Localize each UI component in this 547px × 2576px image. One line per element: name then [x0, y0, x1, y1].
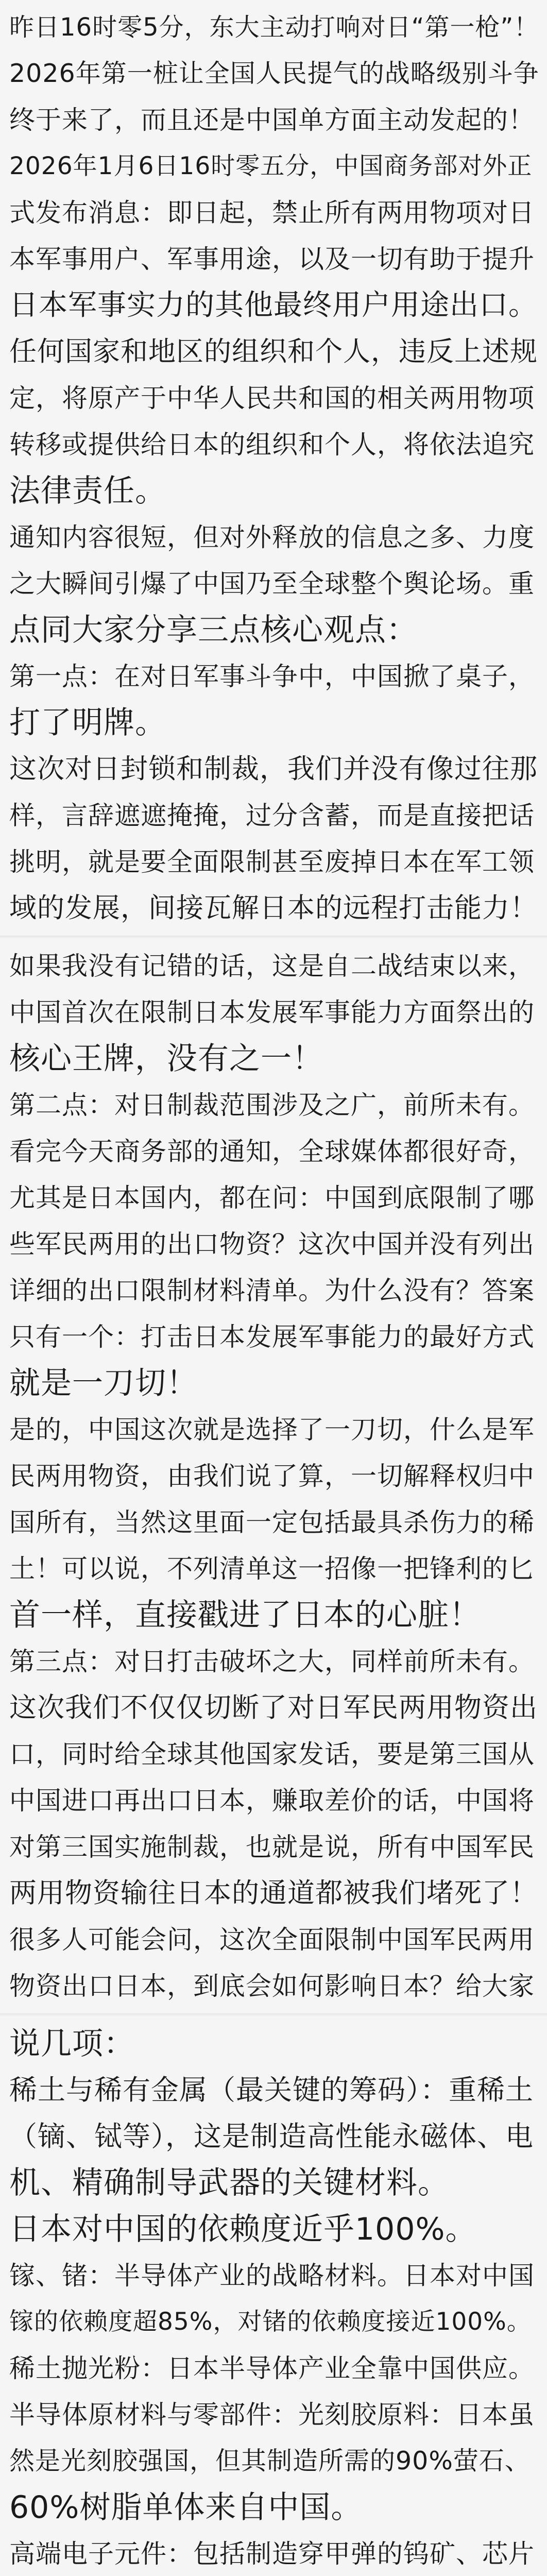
text-line: 中国进口再出口日本，赚取差价的话，中国将 — [9, 1786, 535, 1816]
text-line: 2026年第一桩让全国人民提气的战略级别斗争 — [9, 59, 539, 88]
text-line: 打了明牌。 — [9, 705, 166, 741]
text-line: 这次对日封锁和制裁，我们并没有像过往那 — [9, 753, 538, 785]
text-line: 通知内容很短，但对外释放的信息之多、力度 — [9, 522, 535, 552]
text-line: 第二点：对日制裁范围涉及之广，前所未有。 — [9, 1090, 535, 1120]
text-line: 样，言辞遮遮掩掩，过分含蓄，而是直接把话 — [9, 801, 535, 831]
text-line: 半导体原材料与零部件：光刻胶原料：日本虽 — [9, 2400, 535, 2430]
text-line: 是的，中国这次就是选择了一刀切，什么是军 — [9, 1415, 535, 1445]
text-line: 日本对中国的依赖度近乎100%。 — [9, 2211, 477, 2247]
text-line: 这次我们不仅仅切断了对日军民两用物资出 — [9, 1692, 538, 1723]
text-line: 尤其是日本国内，都在问：中国到底限制了哪 — [9, 1183, 535, 1213]
text-line: 土！可以说，不列清单这一招像一把锋利的匕 — [9, 1554, 535, 1584]
text-line: 镓的依赖度超85%，对锗的依赖度接近100%。 — [9, 2308, 532, 2336]
text-line: 挑明，就是要全面限制甚至废掉日本在军工领 — [9, 847, 535, 877]
text-line: 之大瞬间引爆了中国乃至全球整个舆论场。重 — [9, 569, 535, 599]
text-line: 镓、锗：半导体产业的战略材料。日本对中国 — [9, 2261, 535, 2291]
text-line: （镝、铽等），这是制造高性能永磁体、电 — [9, 2120, 534, 2153]
text-line: 稀土抛光粉：日本半导体产业全靠中国供应。 — [9, 2353, 535, 2383]
text-line: 只有一个：打击日本发展军事能力的最好方式 — [9, 1322, 535, 1352]
article-section-3 — [0, 2016, 547, 2576]
text-line: 终于来了，而且还是中国单方面主动发起的！ — [9, 105, 535, 135]
text-line: 60%树脂单体来自中国。 — [9, 2489, 363, 2526]
text-line: 第一点：在对日军事斗争中，中国掀了桌子， — [9, 662, 535, 691]
text-line: 很多人可能会问，这次全面限制中国军民两用 — [9, 1925, 535, 1955]
text-line: 详细的出口限制材料清单。为什么没有？答案 — [9, 1276, 535, 1306]
text-line: 任何国家和地区的组织和个人，违反上述规 — [9, 336, 538, 367]
text-line: 法律责任。 — [9, 473, 166, 509]
text-line: 就是一刀切！ — [9, 1365, 198, 1401]
text-line: 本军事用户、军事用途，以及一切有助于提升 — [9, 244, 535, 274]
text-line: 域的发展，间接瓦解日本的远程打击能力！ — [9, 892, 538, 924]
text-line: 日本军事实力的其他最终用户用途出口。 — [9, 289, 538, 322]
text-line: 机、精确制导武器的关键材料。 — [9, 2165, 449, 2201]
article-section-2 — [0, 939, 547, 2013]
text-line: 看完今天商务部的通知，全球媒体都很好奇， — [9, 1137, 535, 1166]
text-line: 昨日16时零5分，东大主动打响对日“第一枪”！ — [9, 13, 539, 42]
text-line: 2026年1月6日16时零五分，中国商务部对外正 — [9, 152, 533, 180]
article-section-1 — [0, 0, 547, 936]
text-line: 说几项： — [9, 2026, 135, 2062]
text-line: 核心王牌，没有之一！ — [9, 1041, 323, 1077]
text-line: 点同大家分享三点核心观点： — [9, 612, 418, 648]
text-line: 第三点：对日打击破坏之大，同样前所未有。 — [9, 1647, 535, 1676]
text-line: 高端电子元件：包括制造穿甲弹的钨矿、芯片 — [9, 2539, 535, 2569]
text-line: 中国首次在限制日本发展军事能力方面祭出的 — [9, 997, 535, 1027]
text-line: 民两用物资，由我们说了算，一切解释权归中 — [9, 1461, 535, 1491]
text-line: 对第三国实施制裁，也就是说，所有中国军民 — [9, 1832, 535, 1862]
text-line: 转移或提供给日本的组织和个人，将依法追究 — [9, 430, 535, 460]
text-line: 物资出口日本，到底会如何影响日本？给大家 — [9, 1971, 535, 2001]
text-line: 些军民两用的出口物资？这次中国并没有列出 — [9, 1229, 535, 1259]
text-line: 然是光刻胶强国，但其制造所需的90%萤石、 — [9, 2446, 531, 2476]
text-line: 定，将原产于中华人民共和国的相关两用物项 — [9, 383, 535, 413]
text-line: 口，同时给全球其他国家发话，要是第三国从 — [9, 1739, 535, 1769]
text-line: 稀土与稀有金属（最关键的筹码）：重稀土 — [9, 2074, 534, 2106]
text-line: 首一样，直接戳进了日本的心脏！ — [9, 1597, 481, 1633]
text-line: 国所有，当然这里面一定包括最具杀伤力的稀 — [9, 1507, 535, 1537]
text-line: 如果我没有记错的话，这是自二战结束以来， — [9, 951, 535, 981]
text-line: 两用物资输往日本的通道都被我们堵死了！ — [9, 1877, 538, 1909]
text-line: 式发布消息：即日起，禁止所有两用物项对日 — [9, 198, 535, 228]
